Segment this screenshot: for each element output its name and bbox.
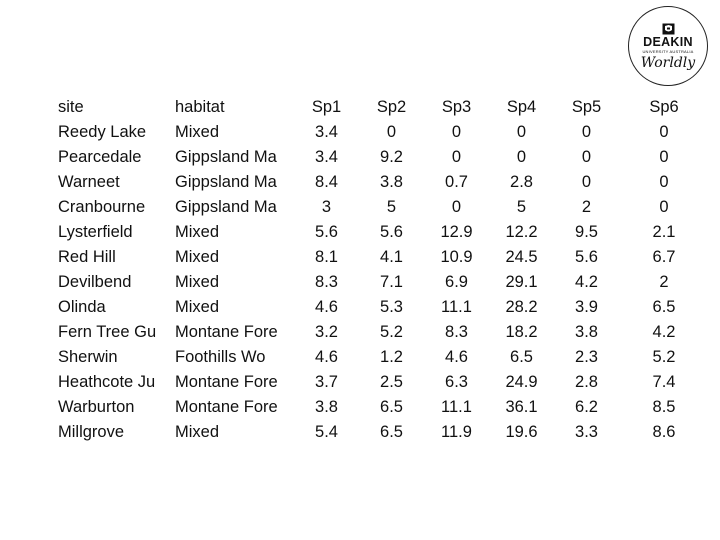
cell-habitat: Mixed [175,423,220,441]
logo-tagline: Worldly [640,55,696,71]
cell-habitat: Foothills Wo [175,348,266,366]
cell-sp4: 19.6 [505,423,538,441]
cell-sp5: 3.3 [575,423,598,441]
cell-sp3: 6.9 [445,273,468,291]
cell-sp2: 5 [386,198,397,216]
table-header-row [52,95,709,120]
cell-sp2: 3.8 [380,173,403,191]
cell-sp6: 0 [659,148,669,166]
cell-sp2: 1.2 [380,348,403,366]
cell-sp6: 2 [659,273,669,291]
table-row [52,170,709,195]
cell-site: Red Hill [58,248,116,266]
table-row [52,270,709,295]
cell-sp3: 11.9 [441,423,472,441]
cell-site: Millgrove [58,423,125,441]
cell-sp4: 6.5 [510,348,533,366]
cell-sp2: 4.1 [380,248,403,266]
cell-sp4: 24.9 [505,373,538,391]
cell-sp1: 3.8 [315,398,338,416]
cell-sp5: 2.3 [575,348,598,366]
cell-sp2: 6.5 [380,398,403,416]
cell-sp6: 8.5 [652,398,676,416]
cell-site: Cranbourne [58,198,146,216]
header-habitat: habitat [175,98,225,116]
cell-sp4: 2.8 [510,173,533,191]
cell-habitat: Mixed [175,248,220,266]
cell-sp1: 8.3 [315,273,338,291]
cell-sp1: 4.6 [315,298,338,316]
cell-site: Reedy Lake [58,123,147,141]
table-row [52,370,709,395]
cell-sp2: 5.3 [380,298,403,316]
cell-habitat: Mixed [175,223,220,241]
cell-sp5: 0 [581,123,592,141]
cell-sp5: 3.9 [575,298,598,316]
cell-sp1: 3.4 [315,123,338,141]
cell-sp5: 2.8 [575,373,598,391]
cell-sp4: 18.2 [505,323,538,341]
cell-site: Olinda [58,298,106,316]
cell-sp4: 24.5 [505,248,538,266]
cell-sp6: 5.2 [652,348,676,366]
cell-sp2: 5.6 [380,223,403,241]
table-row [52,395,709,420]
cell-habitat: Mixed [175,273,220,291]
table-row [52,145,709,170]
cell-sp3: 11.1 [441,298,472,316]
table-row [52,320,709,345]
cell-site: Sherwin [58,348,118,366]
cell-sp1: 3.7 [315,373,338,391]
cell-habitat: Gippsland Ma [175,173,277,191]
logo-brand: DEAKIN [643,35,693,49]
cell-sp6: 6.5 [652,298,676,316]
table-row [52,345,709,370]
cell-habitat: Montane Fore [175,323,278,341]
table-row [52,245,709,270]
cell-sp2: 5.2 [380,323,403,341]
cell-sp2: 2.5 [380,373,403,391]
cell-sp3: 12.9 [440,223,473,241]
cell-sp5: 3.8 [575,323,598,341]
table-row [52,195,709,220]
cell-sp1: 3 [321,198,332,216]
cell-sp4: 0 [516,148,527,166]
cell-sp6: 6.7 [652,248,676,266]
cell-sp6: 2.1 [652,223,676,241]
cell-sp6: 8.6 [652,423,676,441]
cell-sp4: 36.1 [505,398,538,416]
cell-sp4: 5 [516,198,527,216]
header-sp2: Sp2 [376,98,407,116]
table-row [52,295,709,320]
cell-sp3: 8.3 [445,323,468,341]
cell-habitat: Gippsland Ma [175,198,277,216]
cell-sp2: 0 [386,123,397,141]
cell-sp1: 5.6 [315,223,338,241]
table-body [52,120,709,445]
cell-site: Fern Tree Gu [58,323,157,341]
cell-sp3: 0.7 [445,173,468,191]
species-table [52,95,709,445]
cell-sp3: 11.1 [441,398,472,416]
cell-habitat: Mixed [175,123,220,141]
table-row [52,120,709,145]
cell-sp5: 0 [581,173,592,191]
cell-site: Warburton [58,398,135,416]
cell-sp5: 5.6 [575,248,598,266]
cell-site: Pearcedale [58,148,142,166]
cell-habitat: Mixed [175,298,220,316]
cell-sp6: 4.2 [652,323,676,341]
cell-sp3: 0 [451,148,462,166]
cell-sp3: 10.9 [440,248,473,266]
cell-habitat: Gippsland Ma [175,148,277,166]
cell-sp6: 0 [659,123,669,141]
cell-sp5: 4.2 [575,273,598,291]
header-sp6: Sp6 [649,98,679,116]
table-row [52,420,709,445]
cell-sp6: 0 [659,198,669,216]
header-site: site [58,98,84,116]
cell-sp5: 9.5 [575,223,598,241]
cell-site: Heathcote Ju [58,373,156,391]
cell-sp4: 12.2 [505,223,538,241]
table-row [52,220,709,245]
cell-sp2: 6.5 [380,423,403,441]
cell-sp4: 28.2 [505,298,538,316]
cell-sp5: 0 [581,148,592,166]
cell-sp4: 29.1 [505,273,538,291]
cell-sp3: 0 [451,123,462,141]
cell-habitat: Montane Fore [175,398,278,416]
cell-site: Warneet [58,173,120,191]
header-sp1: Sp1 [311,98,342,116]
cell-sp6: 7.4 [652,373,676,391]
deakin-crest-icon [662,23,675,35]
cell-sp1: 3.2 [315,323,338,341]
cell-sp1: 8.4 [315,173,338,191]
cell-sp5: 6.2 [575,398,598,416]
logo-subtitle: UNIVERSITY AUSTRALIA [642,49,694,54]
cell-sp1: 3.4 [315,148,338,166]
deakin-worldly-logo [628,6,708,86]
cell-sp4: 0 [516,123,527,141]
cell-sp2: 9.2 [380,148,403,166]
cell-site: Devilbend [58,273,132,291]
header-sp5: Sp5 [571,98,602,116]
cell-sp1: 5.4 [315,423,338,441]
cell-site: Lysterfield [58,223,133,241]
cell-sp3: 6.3 [445,373,468,391]
header-sp4: Sp4 [506,98,537,116]
header-sp3: Sp3 [441,98,472,116]
cell-sp6: 0 [659,173,669,191]
cell-sp1: 4.6 [315,348,338,366]
cell-habitat: Montane Fore [175,373,278,391]
cell-sp5: 2 [581,198,592,216]
cell-sp2: 7.1 [380,273,403,291]
cell-sp3: 0 [451,198,462,216]
cell-sp1: 8.1 [315,248,338,266]
cell-sp3: 4.6 [445,348,468,366]
